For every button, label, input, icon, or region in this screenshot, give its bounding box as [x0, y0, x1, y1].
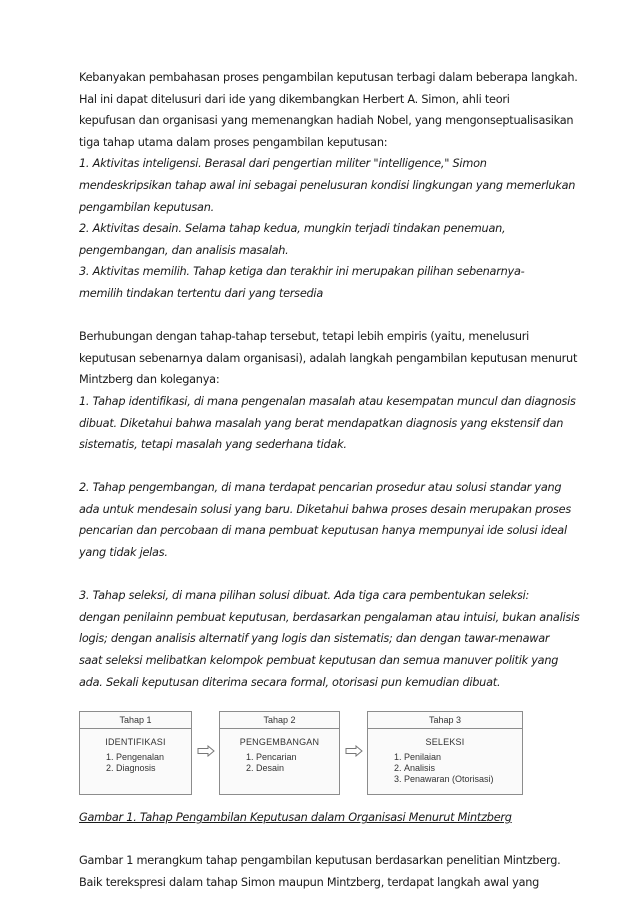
stage-item: 1. Pencarian: [256, 752, 339, 763]
paragraph-gap: [79, 564, 598, 586]
text-line: sistematis, tetapi masalah yang sederhana tidak.: [79, 438, 347, 452]
figure-caption-block: [79, 807, 598, 829]
text-line: logis; dengan analisis alternatif yang logis dan sistematis; dan dengan tawar-menawar: [79, 632, 550, 646]
stage-name: PENGEMBANGAN: [239, 737, 320, 748]
stage-item-list: [368, 752, 522, 785]
stage-item: 2. Desain: [256, 763, 339, 774]
text-line: Gambar 1 merangkum tahap pengambilan keputusan berdasarkan penelitian Mintzberg.: [79, 854, 561, 868]
text-line: Baik terekspresi dalam tahap Simon maupun Mintzberg, terdapat langkah awal yang: [79, 876, 540, 889]
text-line: pencarian dan percobaan di mana pembuat keputusan hanya mempunyai ide solusi ideal: [79, 524, 567, 538]
stage-item: 1. Penilaian: [404, 752, 522, 763]
text-line: 1. Aktivitas inteligensi. Berasal dari pengertian militer "intelligence," Simon: [79, 157, 487, 171]
arrow-right-icon: [345, 745, 363, 757]
text-line: 3. Tahap seleksi, di mana pilihan solusi dibuat. Ada tiga cara pembentukan seleksi:: [79, 589, 530, 603]
text-line: 3. Aktivitas memilih. Tahap ketiga dan terakhir ini merupakan pilihan sebenarnya-: [79, 265, 525, 279]
text-line: Mintzberg dan koleganya:: [79, 373, 220, 387]
stage-name: IDENTIFIKASI: [105, 737, 166, 748]
stage-item: 2. Analisis: [404, 763, 522, 774]
paragraph-gap: [79, 456, 598, 478]
stage-item: 3. Penawaran (Otorisasi): [404, 774, 522, 785]
text-line: Berhubungan dengan tahap-tahap tersebut, tetapi lebih empiris (yaitu, menelusuri: [79, 330, 530, 344]
mintzberg-step-selection: [79, 585, 598, 693]
text-line: mendeskripsikan tahap awal ini sebagai penelusuran kondisi lingkungan yang memerlukan: [79, 178, 576, 192]
stage-box-identification: [79, 711, 192, 795]
mintzberg-step-development: [79, 477, 598, 563]
mintzberg-intro-paragraph: [79, 326, 598, 391]
text-line: kepufusan dan organisasi yang memenangkan hadiah Nobel, yang mengonseptualisasikan: [79, 114, 574, 128]
text-line: Hal ini dapat ditelusuri dari ide yang dikembangkan Herbert A. Simon, ahli teori: [79, 92, 510, 106]
text-line: dibuat. Diketahui bahwa masalah yang berat mendapatkan diagnosis yang ekstensif dan: [79, 416, 564, 430]
closing-paragraph: [79, 850, 598, 893]
intro-paragraph: [79, 67, 598, 153]
stage-item: 1. Pengenalan: [116, 752, 191, 763]
stage-item-list: [80, 752, 191, 774]
text-line: ada untuk mendesain solusi yang baru. Diketahui bahwa proses desain merupakan proses: [79, 502, 572, 516]
text-line: saat seleksi melibatkan kelompok pembuat keputusan dan semua manuver politik yang: [79, 654, 559, 668]
mintzberg-stages-figure: [79, 711, 598, 795]
text-line: pengambilan keputusan.: [79, 200, 214, 214]
text-line: keputusan sebenarnya dalam organisasi), adalah langkah pengambilan keputusan menurut: [79, 351, 578, 365]
text-line: Kebanyakan pembahasan proses pengambilan keputusan terbagi dalam beberapa langkah.: [79, 71, 578, 84]
stage-header: Tahap 1: [80, 712, 191, 729]
text-line: 2. Aktivitas desain. Selama tahap kedua, mungkin terjadi tindakan penemuan,: [79, 222, 506, 236]
text-line: ada. Sekali keputusan diterima secara formal, otorisasi pun kemudian dibuat.: [79, 675, 501, 689]
text-line: tiga tahap utama dalam proses pengambilan keputusan:: [79, 135, 388, 149]
figure-caption: Gambar 1. Tahap Pengambilan Keputusan dalam Organisasi Menurut Mintzberg: [79, 811, 512, 825]
stage-header: Tahap 2: [220, 712, 339, 729]
text-line: 1. Tahap identifikasi, di mana pengenalan masalah atau kesempatan muncul dan diagnosis: [79, 394, 576, 408]
stage-name: SELEKSI: [425, 737, 465, 748]
text-line: dengan penilainn pembuat keputusan, berdasarkan pengalaman atau intuisi, bukan analisis: [79, 610, 580, 624]
mintzberg-step-identification: [79, 391, 598, 456]
text-line: yang tidak jelas.: [79, 546, 168, 560]
paragraph-gap: [79, 305, 598, 327]
text-line: memilih tindakan tertentu dari yang tersedia: [79, 286, 323, 300]
stage-box-selection: [367, 711, 523, 795]
paragraph-gap: [79, 829, 598, 851]
stage-box-development: [219, 711, 340, 795]
text-line: 2. Tahap pengembangan, di mana terdapat pencarian prosedur atau solusi standar yang: [79, 481, 562, 495]
stage-item-list: [220, 752, 339, 774]
simon-stages: [79, 153, 598, 304]
text-line: pengembangan, dan analisis masalah.: [79, 243, 289, 257]
stage-item: 2. Diagnosis: [116, 763, 191, 774]
stage-header: Tahap 3: [368, 712, 522, 729]
arrow-right-icon: [197, 745, 215, 757]
